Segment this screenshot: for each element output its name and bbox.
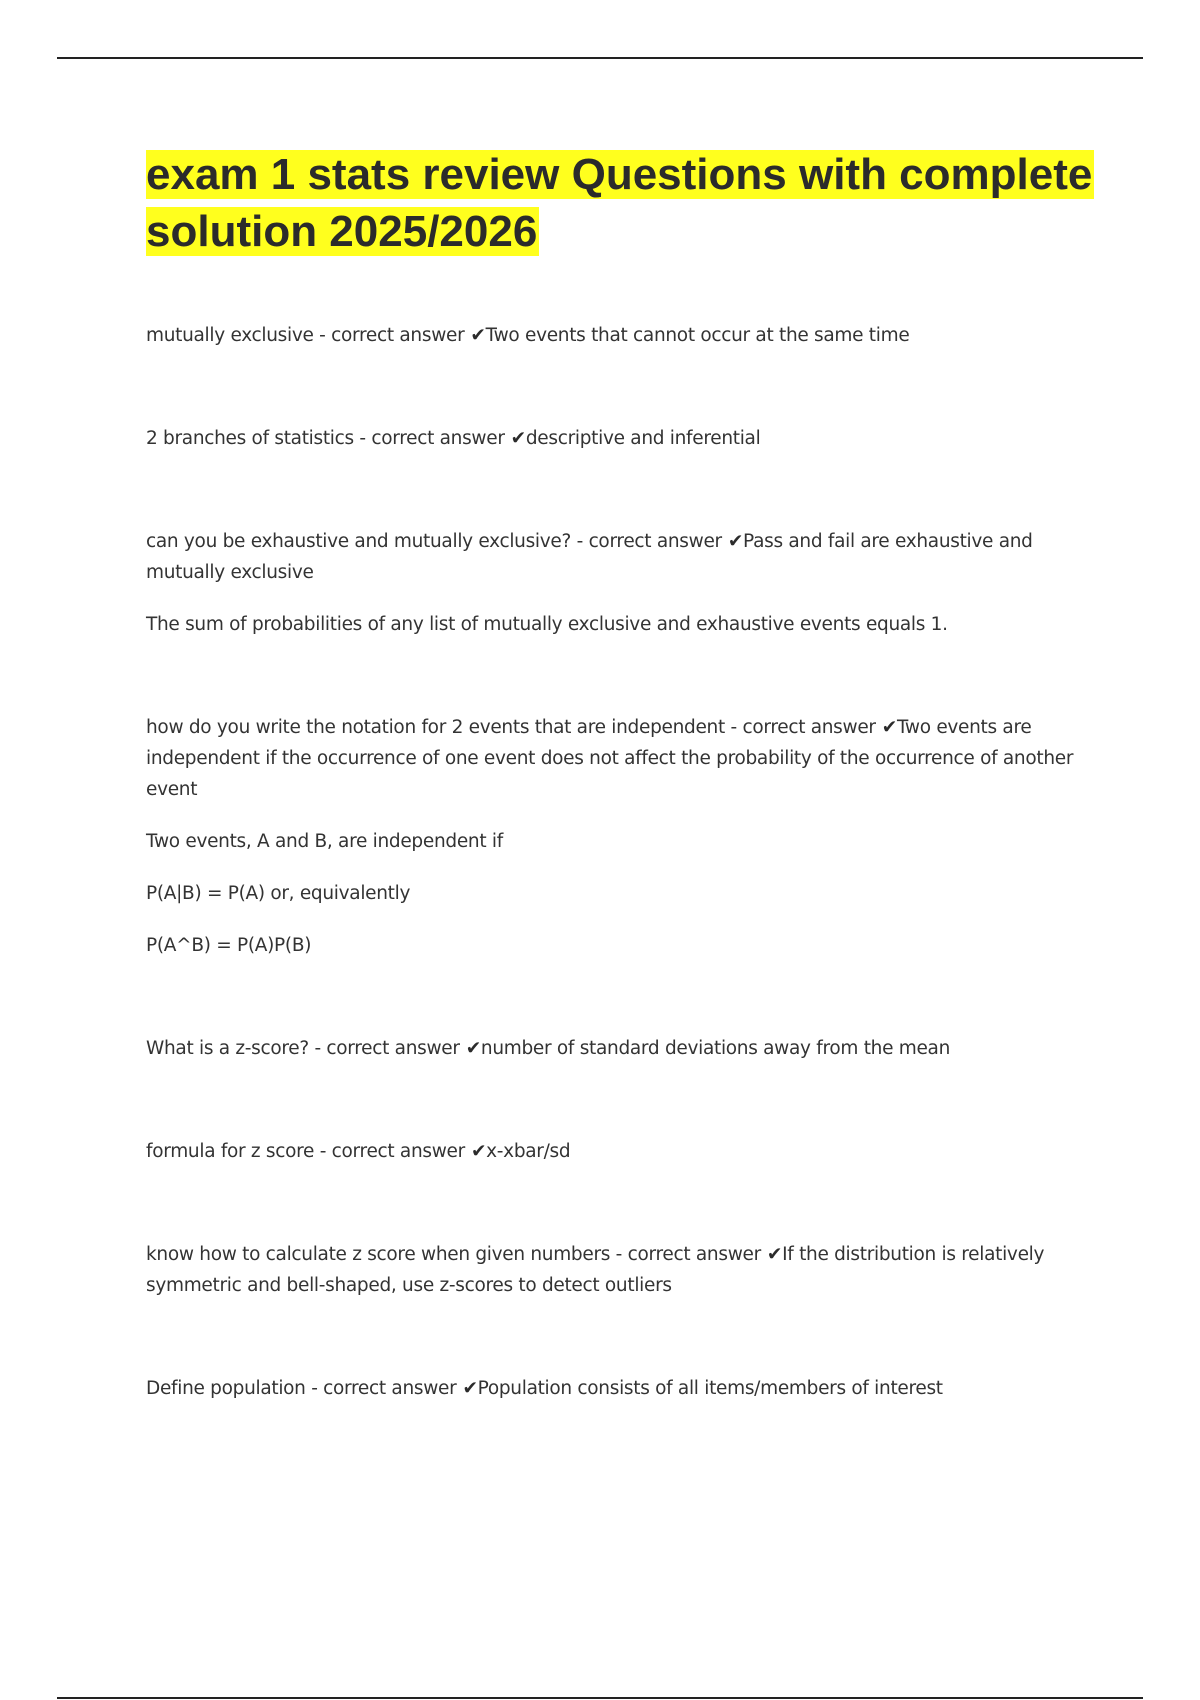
qa-line — [146, 1373, 1096, 1404]
item-spacer — [146, 640, 1096, 712]
answer-text: If the distribution is relatively symmetric and bell-shaped, use z-scores to detect outliers — [146, 1244, 1045, 1296]
question-text: can you be exhaustive and mutually exclusive? - correct answer — [146, 531, 722, 552]
check-icon: ✔ — [881, 717, 897, 738]
answer-text: Two events are independent if the occurrence of one event does not affect the probability of the occurrence of another event — [146, 717, 1074, 800]
answer-text: Pass and fail are exhaustive and mutually exclusive — [146, 531, 1033, 583]
top-rule — [57, 57, 1143, 59]
bottom-rule — [57, 1697, 1143, 1699]
question-text: how do you write the notation for 2 events that are independent - correct answer — [146, 717, 876, 738]
check-icon: ✔ — [465, 1038, 481, 1059]
qa-item — [146, 320, 1096, 351]
check-icon: ✔ — [470, 1141, 487, 1162]
qa-item — [146, 712, 1096, 961]
qa-item — [146, 423, 1096, 454]
item-spacer — [146, 1064, 1096, 1136]
qa-line — [146, 423, 1096, 454]
qa-line — [146, 526, 1096, 588]
title-highlight: exam 1 stats review Questions with complete solution 2025/2026 — [146, 150, 1093, 256]
answer-text: Two events that cannot occur at the same time — [485, 325, 910, 346]
answer-detail: The sum of probabilities of any list of mutually exclusive and exhaustive events equals 1. — [146, 614, 948, 635]
item-spacer — [146, 454, 1096, 526]
item-spacer — [146, 1301, 1096, 1373]
answer-detail: Two events, A and B, are independent if — [146, 831, 503, 852]
question-text: mutually exclusive - correct answer — [146, 325, 465, 346]
answer-text: Population consists of all items/members of interest — [477, 1378, 943, 1399]
answer-text: number of standard deviations away from the mean — [480, 1038, 951, 1059]
qa-item — [146, 1373, 1096, 1404]
item-spacer — [146, 961, 1096, 1033]
check-icon: ✔ — [462, 1378, 478, 1399]
qa-list — [146, 320, 1096, 1404]
qa-line — [146, 1239, 1096, 1301]
answer-text: descriptive and inferential — [525, 428, 761, 449]
qa-item — [146, 1239, 1096, 1301]
question-text: 2 branches of statistics - correct answer — [146, 428, 505, 449]
qa-item — [146, 1033, 1096, 1064]
check-icon: ✔ — [766, 1244, 783, 1265]
answer-detail: P(A|B) = P(A) or, equivalently — [146, 883, 411, 904]
qa-line — [146, 1033, 1096, 1064]
document-body — [146, 146, 1096, 1404]
question-text: Define population - correct answer — [146, 1378, 457, 1399]
question-text: What is a z-score? - correct answer — [146, 1038, 460, 1059]
qa-item — [146, 1136, 1096, 1167]
answer-text: x-xbar/sd — [486, 1141, 571, 1162]
check-icon: ✔ — [510, 428, 526, 449]
qa-line — [146, 712, 1096, 805]
question-text: know how to calculate z score when given numbers - correct answer — [146, 1244, 761, 1265]
qa-item — [146, 526, 1096, 640]
check-icon: ✔ — [727, 531, 744, 552]
qa-line — [146, 1136, 1096, 1167]
document-title — [146, 146, 1096, 260]
question-text: formula for z score - correct answer — [146, 1141, 465, 1162]
answer-detail: P(A^B) = P(A)P(B) — [146, 935, 312, 956]
qa-line — [146, 320, 1096, 351]
item-spacer — [146, 1167, 1096, 1239]
check-icon: ✔ — [470, 325, 486, 346]
item-spacer — [146, 351, 1096, 423]
